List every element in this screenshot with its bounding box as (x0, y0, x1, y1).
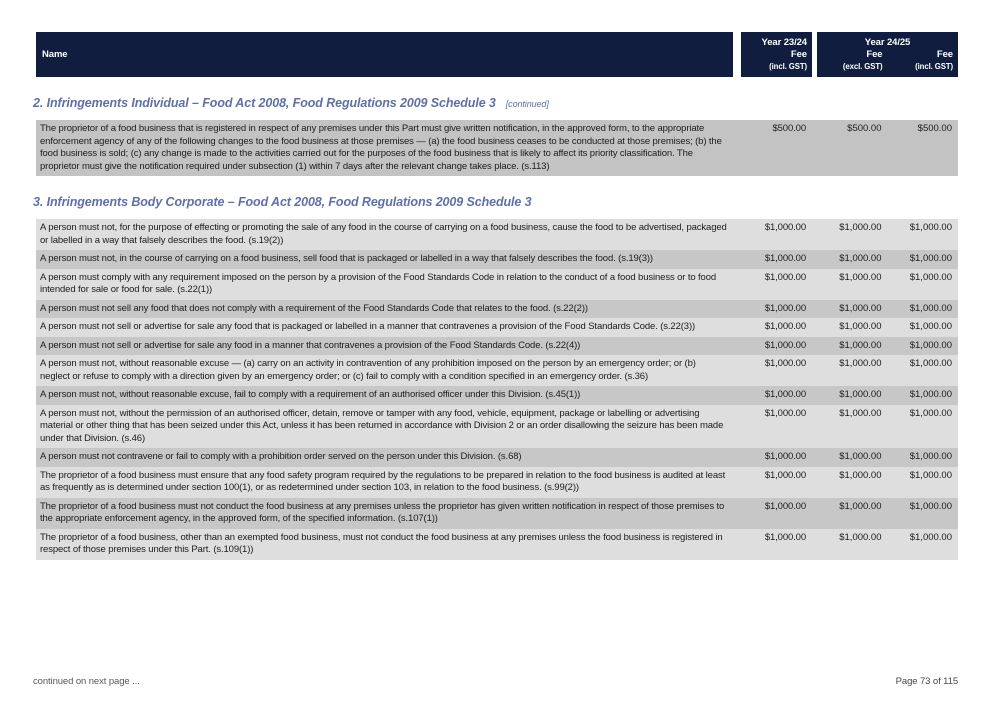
fee-year2425-block (817, 337, 958, 356)
section-heading (33, 96, 958, 110)
fee-year2324: $1,000.00 (741, 467, 812, 498)
table-row (36, 219, 958, 250)
table-row (36, 467, 958, 498)
fee-year2425-incl: $1,000.00 (909, 302, 952, 314)
fee-year2425-excl: $1,000.00 (839, 500, 882, 512)
table-row (36, 355, 958, 386)
fee-year2425-incl: $1,000.00 (909, 407, 952, 419)
header-year2425-label: Year 24/25 (864, 37, 911, 48)
row-description: The proprietor of a food business that is registered in respect of any premises under this Part must give written notification, in the approved form, to the appropriate enforcement agency of any of the following changes to the food business at those premises — (a) the food business ceases to be conducted at those premises; (b) the food business is sold; (c) any change is made to the activities carried out for the purposes of the food business that is likely to affect its priority classification. The proprietor must give the notification required under subsection (1) within 7 days after the relevant change takes place. (s.113) (36, 120, 733, 176)
row-description: A person must not, without the permission of an authorised officer, detain, remove or tamper with any food, vehicle, equipment, package or labelling or advertising material or other thing that has been seized under this Act, unless it has been returned in accordance with Division 2 or an order disallowing the seizure has been made under that Division. (s.46) (36, 405, 733, 449)
table-row (36, 498, 958, 529)
fee-year2425-excl: $1,000.00 (839, 451, 882, 462)
fee-year2425-block (817, 120, 958, 176)
table-row (36, 386, 958, 405)
page-number: Page 73 of 115 (895, 676, 958, 687)
fee-year2425-incl: $1,000.00 (909, 358, 952, 369)
fee-year2425-excl: $1,000.00 (839, 321, 882, 332)
fee-year2425-excl: $1,000.00 (839, 222, 882, 233)
header-name-label: Name (42, 49, 68, 60)
header-year2324-label: Year 23/24 (761, 37, 807, 48)
header-fee-excl-label: Fee (866, 49, 883, 60)
header-year2425-subcolumns (817, 49, 958, 73)
fee-year2425-block (817, 448, 958, 467)
row-description: A person must not sell or advertise for sale any food in a manner that contravenes a provision of the Food Standards Code. (s.22(4)) (36, 337, 733, 356)
fee-year2425-excl: $1,000.00 (839, 271, 882, 283)
table-row (36, 448, 958, 467)
fee-year2324: $1,000.00 (741, 219, 812, 250)
fee-year2425-incl: $1,000.00 (909, 222, 952, 233)
section (33, 195, 958, 560)
header-gst-incl-label: (incl. GST) (915, 62, 953, 71)
table-row (36, 269, 958, 300)
fee-year2425-incl: $1,000.00 (909, 321, 952, 332)
row-description: The proprietor of a food business, other than an exempted food business, must not conduct the food business at any premises unless the food business is registered in respect of those premises under this Part. (s.109(1)) (36, 529, 733, 560)
fee-year2425-block (817, 498, 958, 529)
fee-year2425-incl: $1,000.00 (909, 339, 952, 351)
fee-year2425-block (817, 318, 958, 337)
fee-year2425-incl: $1,000.00 (909, 389, 952, 400)
header-name-cell (36, 32, 733, 77)
row-description: A person must not sell any food that does not comply with a requirement of the Food Standards Code that relates to the food. (s.22(2)) (36, 300, 733, 319)
fee-year2425-incl: $1,000.00 (909, 531, 952, 543)
fee-year2425-block (817, 269, 958, 300)
fee-year2425-excl: $1,000.00 (839, 469, 882, 481)
header-year2425-incl-col (888, 49, 959, 73)
section-title: 3. Infringements Body Corporate – Food Act 2008, Food Regulations 2009 Schedule 3 (33, 195, 532, 209)
row-description: A person must not sell or advertise for sale any food that is packaged or labelled in a manner that contravenes a provision of the Food Standards Code. (s.22(3)) (36, 318, 733, 337)
fee-year2324: $1,000.00 (741, 448, 812, 467)
table-row (36, 529, 958, 560)
fee-year2425-block (817, 467, 958, 498)
fee-year2425-incl: $1,000.00 (909, 451, 952, 462)
fee-year2324: $1,000.00 (741, 250, 812, 269)
header-gst-excl-label: (excl. GST) (842, 62, 883, 71)
row-description: A person must not, in the course of carrying on a food business, sell food that is packaged or labelled in a way that falsely describes the food. (s.19(3)) (36, 250, 733, 269)
fee-table (36, 219, 958, 560)
row-description: A person must not contravene or fail to comply with a prohibition order served on the person under this Division. (s.68) (36, 448, 733, 467)
fee-year2324: $1,000.00 (741, 386, 812, 405)
row-description: The proprietor of a food business must not conduct the food business at any premises unless the proprietor has given written notification in respect of those premises to the appropriate enforcement agency, in the approved form, of the specified information. (s.107(1)) (36, 498, 733, 529)
row-description: A person must comply with any requirement imposed on the person by a provision of the Food Standards Code in relation to the conduct of a food business or to food intended for sale or food for sale. (s.22(1)) (36, 269, 733, 300)
fee-year2324: $1,000.00 (741, 529, 812, 560)
fee-year2324: $1,000.00 (741, 300, 812, 319)
header-year2324-gst-label: (incl. GST) (769, 62, 807, 71)
fee-year2324: $1,000.00 (741, 269, 812, 300)
table-row (36, 405, 958, 449)
table-row (36, 120, 958, 176)
row-description: A person must not, without reasonable excuse — (a) carry on an activity in contravention of any prohibition imposed on the person by an emergency order; or (b) neglect or refuse to comply with a direction given by an emergency order; or (c) fail to comply with a condition specified in an emergency order. (s.36) (36, 355, 733, 386)
fee-year2425-excl: $500.00 (847, 123, 882, 134)
fee-year2425-excl: $1,000.00 (839, 253, 882, 264)
fee-table (36, 120, 958, 176)
fee-year2425-excl: $1,000.00 (839, 531, 882, 543)
fee-year2425-incl: $1,000.00 (909, 271, 952, 283)
header-year2425-excl-col (817, 49, 888, 73)
sections-container (33, 77, 958, 560)
table-row (36, 318, 958, 337)
row-description: A person must not, for the purpose of effecting or promoting the sale of any food in the course of carrying on a food business, cause the food to be advertised, packaged or labelled in a way that falsely describes the food. (s.19(2)) (36, 219, 733, 250)
table-row (36, 337, 958, 356)
continued-note: continued on next page ... (33, 676, 140, 687)
table-header (36, 32, 958, 77)
fee-year2324: $1,000.00 (741, 405, 812, 449)
fee-year2425-block (817, 405, 958, 449)
fee-year2425-excl: $1,000.00 (839, 302, 882, 314)
fee-year2425-excl: $1,000.00 (839, 339, 882, 351)
fee-year2425-incl: $1,000.00 (909, 253, 952, 264)
page-footer (33, 676, 958, 687)
row-description: A person must not, without reasonable excuse, fail to comply with a requirement of an authorised officer under this Division. (s.45(1)) (36, 386, 733, 405)
header-year2324-cell (741, 32, 812, 77)
fee-year2425-excl: $1,000.00 (839, 389, 882, 400)
fee-year2425-block (817, 529, 958, 560)
fee-year2425-incl: $1,000.00 (909, 500, 952, 512)
fee-year2324: $1,000.00 (741, 498, 812, 529)
fee-year2324: $500.00 (741, 120, 812, 176)
row-description: The proprietor of a food business must ensure that any food safety program required by the regulations to be prepared in relation to the food business is audited at least as frequently as is determined under section 100(1), or as redetermined under section 103, in relation to the food business. (s.99(2)) (36, 467, 733, 498)
fee-year2425-incl: $500.00 (917, 123, 952, 134)
fee-year2324: $1,000.00 (741, 355, 812, 386)
fee-year2425-block (817, 355, 958, 386)
fee-year2425-block (817, 300, 958, 319)
section-title: 2. Infringements Individual – Food Act 2008, Food Regulations 2009 Schedule 3 (33, 96, 496, 110)
fee-year2425-excl: $1,000.00 (839, 358, 882, 369)
header-year2324-fee-label: Fee (790, 49, 807, 60)
table-row (36, 250, 958, 269)
section-continued-label: [continued] (505, 99, 549, 109)
fee-year2324: $1,000.00 (741, 318, 812, 337)
table-row (36, 300, 958, 319)
fee-year2425-block (817, 250, 958, 269)
fee-year2425-incl: $1,000.00 (909, 469, 952, 481)
section-heading (33, 195, 958, 209)
header-year2425-cell (817, 32, 958, 77)
section (33, 96, 958, 176)
fee-year2425-block (817, 219, 958, 250)
fee-year2425-block (817, 386, 958, 405)
header-fee-incl-label: Fee (936, 49, 953, 60)
fee-year2324: $1,000.00 (741, 337, 812, 356)
fee-year2425-excl: $1,000.00 (839, 407, 882, 419)
